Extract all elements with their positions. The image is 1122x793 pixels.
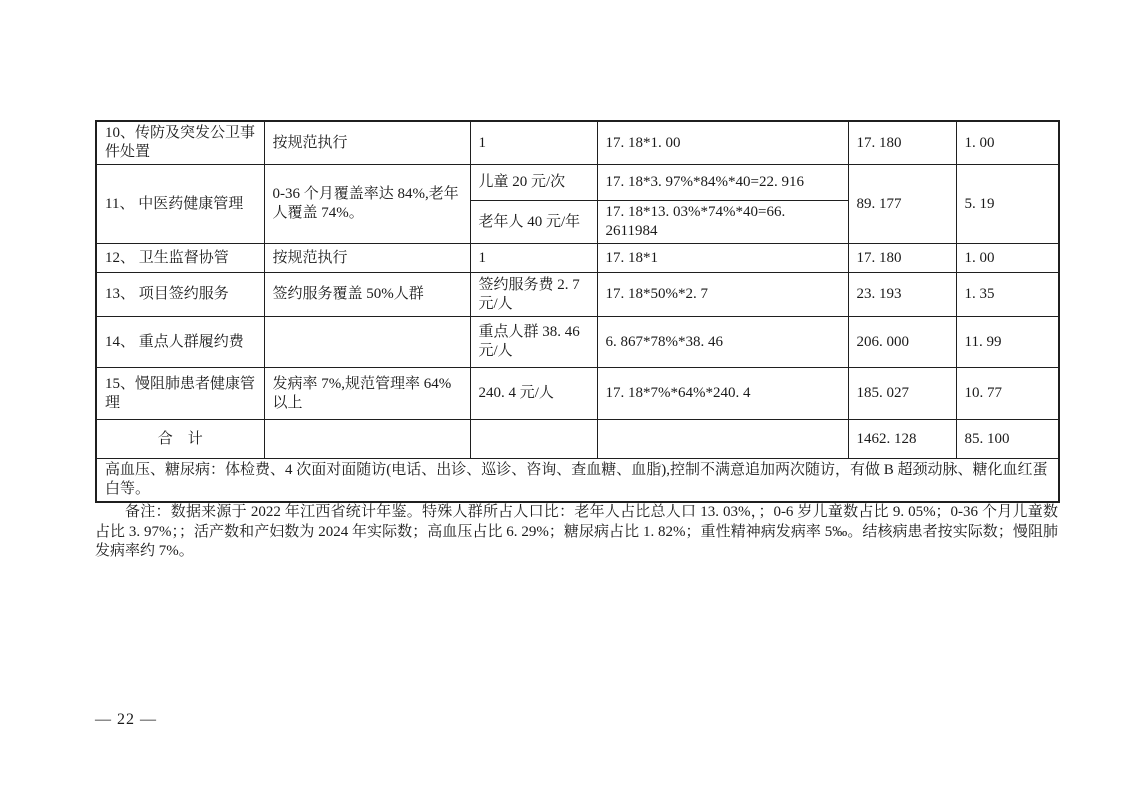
share-cell: 11. 99 — [956, 317, 1059, 368]
table-row-10 — [96, 121, 1059, 165]
calc-cell: 17. 18*1 — [597, 244, 848, 273]
price-cell: 1 — [470, 244, 597, 273]
amount-cell: 17. 180 — [848, 121, 956, 165]
share-cell: 5. 19 — [956, 165, 1059, 244]
calc-cell-elder: 17. 18*13. 03%*74%*40=66. 2611984 — [597, 201, 848, 244]
item-cell: 12、 卫生监督协管 — [96, 244, 264, 273]
share-cell: 1. 00 — [956, 121, 1059, 165]
price-cell-elder: 老年人 40 元/年 — [470, 201, 597, 244]
amount-cell: 17. 180 — [848, 244, 956, 273]
empty-cell — [597, 420, 848, 459]
table-row-14 — [96, 317, 1059, 368]
calc-cell: 17. 18*50%*2. 7 — [597, 273, 848, 317]
total-label-cell: 合 计 — [96, 420, 264, 459]
calc-cell: 6. 867*78%*38. 46 — [597, 317, 848, 368]
price-cell: 1 — [470, 121, 597, 165]
total-amount-cell: 1462. 128 — [848, 420, 956, 459]
item-cell: 13、 项目签约服务 — [96, 273, 264, 317]
fee-calculation-table — [95, 120, 1060, 503]
share-cell: 10. 77 — [956, 368, 1059, 420]
amount-cell: 206. 000 — [848, 317, 956, 368]
page-number: — 22 — — [95, 711, 157, 728]
calc-cell: 17. 18*1. 00 — [597, 121, 848, 165]
standard-cell: 0-36 个月覆盖率达 84%,老年人覆盖 74%。 — [264, 165, 470, 244]
remarks-paragraph: 备注：数据来源于 2022 年江西省统计年鉴。特殊人群所占人口比：老年人占比总人口 13. 03%，；0-6 岁儿童数占比 9. 05%；0-36 个月儿童数占比 3. 97%；；活产数和产妇数为 2024 年实际数；高血压占比 6. 29%；糖尿病占比 1. 82%；重性精神病发病率 5‰。结核病患者按实际数；慢阻肺发病率约 7%。 — [95, 504, 1058, 559]
table-row-15 — [96, 368, 1059, 420]
price-cell: 重点人群 38. 46 元/人 — [470, 317, 597, 368]
table-row-12 — [96, 244, 1059, 273]
item-cell: 14、 重点人群履约费 — [96, 317, 264, 368]
standard-cell: 按规范执行 — [264, 244, 470, 273]
total-share-cell: 85. 100 — [956, 420, 1059, 459]
table-row-13 — [96, 273, 1059, 317]
table-row-11-child — [96, 165, 1059, 201]
standard-cell-empty — [264, 317, 470, 368]
table-row-total — [96, 420, 1059, 459]
amount-cell: 185. 027 — [848, 368, 956, 420]
share-cell: 1. 00 — [956, 244, 1059, 273]
price-cell: 签约服务费 2. 7 元/人 — [470, 273, 597, 317]
table-footnote: 高血压、糖尿病：体检费、4 次面对面随访(电话、出诊、巡诊、咨询、查血糖、血脂),控制不满意追加两次随访，有做 B 超颈动脉、糖化血红蛋白等。 — [96, 459, 1059, 503]
amount-cell: 23. 193 — [848, 273, 956, 317]
item-cell: 15、慢阻肺患者健康管理 — [96, 368, 264, 420]
table-row-footnote — [96, 459, 1059, 503]
price-cell: 240. 4 元/人 — [470, 368, 597, 420]
standard-cell: 签约服务覆盖 50%人群 — [264, 273, 470, 317]
share-cell: 1. 35 — [956, 273, 1059, 317]
calc-cell: 17. 18*7%*64%*240. 4 — [597, 368, 848, 420]
empty-cell — [470, 420, 597, 459]
calc-cell-child: 17. 18*3. 97%*84%*40=22. 916 — [597, 165, 848, 201]
price-cell-child: 儿童 20 元/次 — [470, 165, 597, 201]
item-cell: 10、传防及突发公卫事件处置 — [96, 121, 264, 165]
amount-cell: 89. 177 — [848, 165, 956, 244]
standard-cell: 按规范执行 — [264, 121, 470, 165]
empty-cell — [264, 420, 470, 459]
standard-cell: 发病率 7%,规范管理率 64%以上 — [264, 368, 470, 420]
item-cell: 11、 中医药健康管理 — [96, 165, 264, 244]
